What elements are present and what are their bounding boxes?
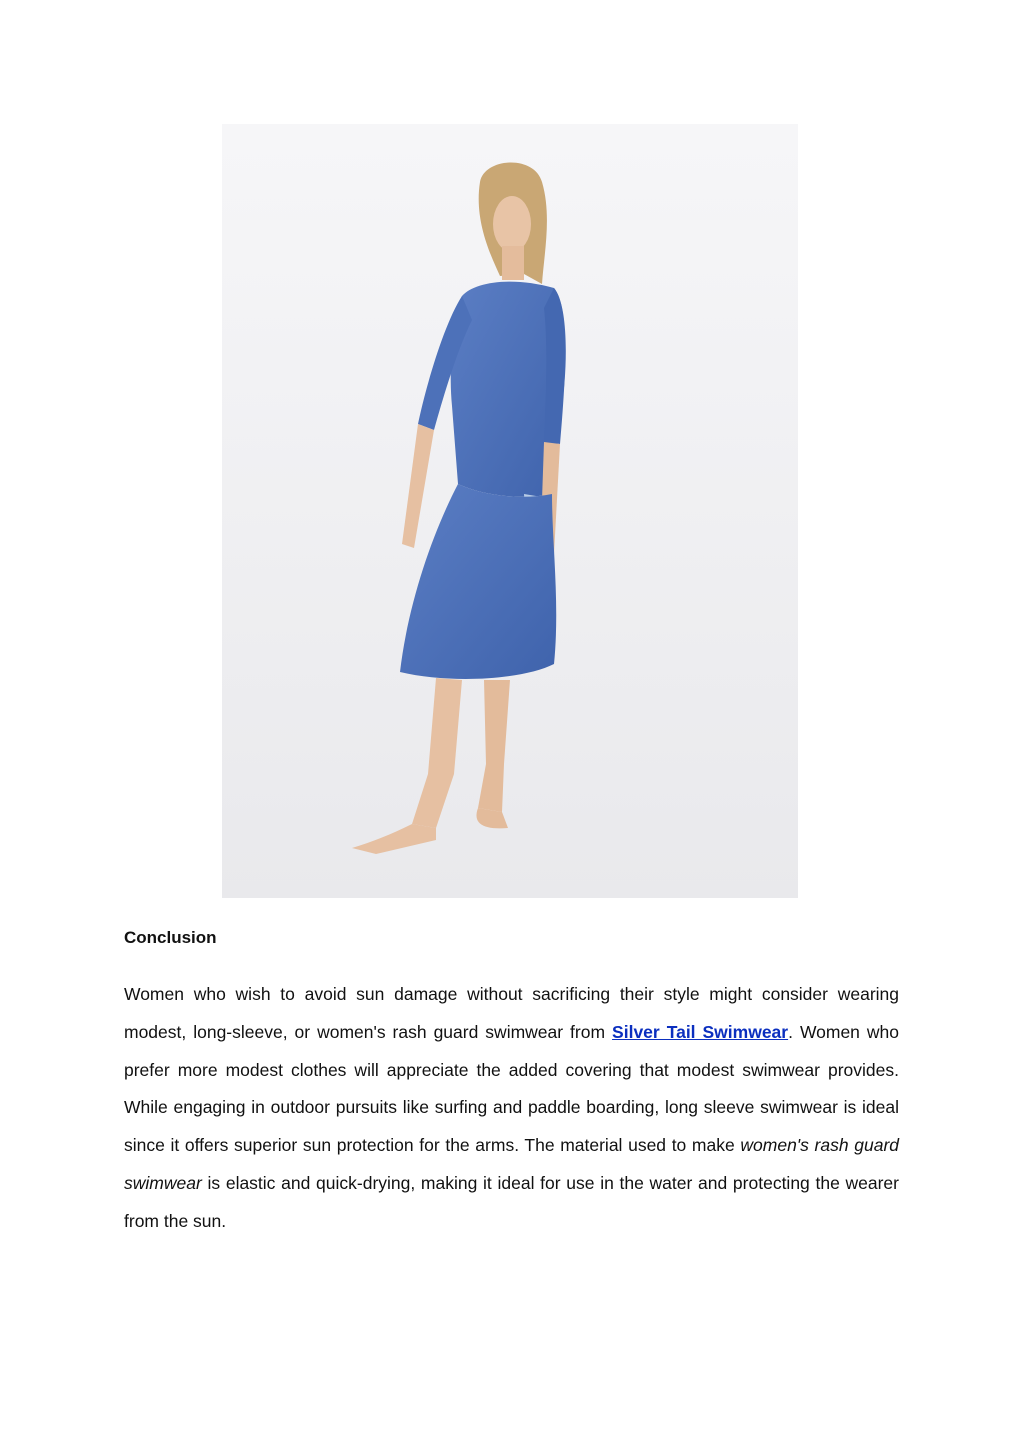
section-heading: Conclusion [124, 928, 217, 947]
paragraph-text-part3: is elastic and quick-drying, making it ideal for use in the water and protecting the wearer from the sun. [124, 1172, 899, 1231]
conclusion-paragraph [124, 976, 899, 1241]
woman-in-blue-swimwear-illustration [222, 124, 798, 898]
silver-tail-swimwear-link[interactable]: Silver Tail Swimwear [612, 1021, 789, 1042]
product-photo [222, 124, 798, 898]
paragraph-text-part2: . Women who prefer more modest clothes will appreciate the added covering that modest swimwear provides. While engaging in outdoor pursuits like surfing and paddle boarding, long sleeve swimwear is ideal since it offers superior sun protection for the arms. The material used to make [124, 1021, 899, 1156]
paragraph-emphasis: women's rash guard swimwear [124, 1135, 899, 1193]
paragraph-text-part1: Women who wish to avoid sun damage without sacrificing their style might consider wearing modest, long-sleeve, or women's rash guard swimwear from [124, 984, 899, 1042]
